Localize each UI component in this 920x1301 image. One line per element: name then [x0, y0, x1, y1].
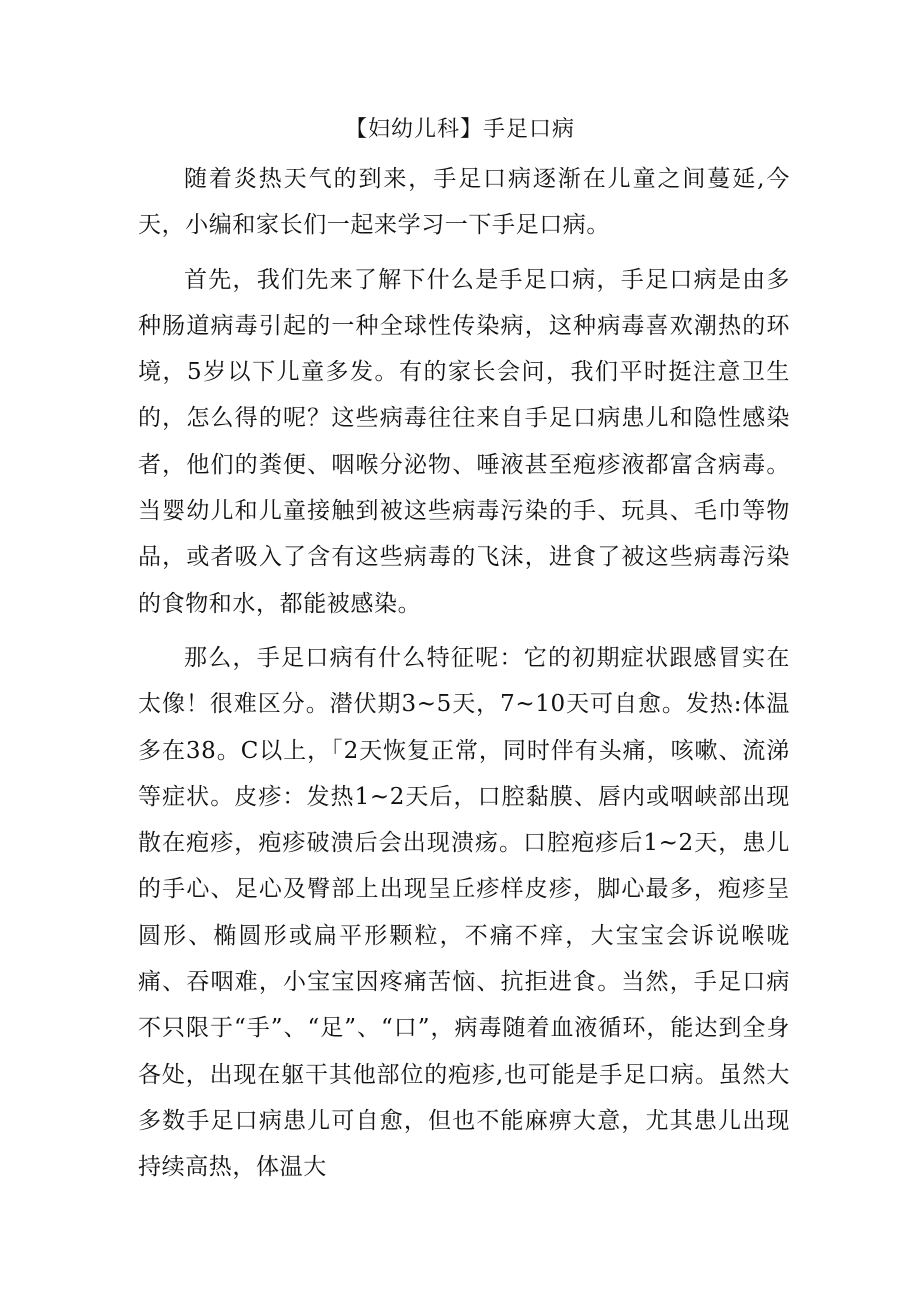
paragraph-definition: 首先，我们先来了解下什么是手足口病，手足口病是由多种肠道病毒引起的一种全球性传染病，这种病毒喜欢潮热的环境，5岁以下儿童多发。有的家长会问，我们平时挺注意卫生的，怎么得的呢？这些病毒往往来自手足口病患儿和隐性感染者，他们的粪便、咽喉分泌物、唾液甚至疱疹液都富含病毒。当婴幼儿和儿童接触到被这些病毒污染的手、玩具、毛巾等物品，或者吸入了含有这些病毒的飞沫，进食了被这些病毒污染的食物和水，都能被感染。	[138, 266, 790, 617]
paragraph-intro: 随着炎热天气的到来，手足口病逐渐在儿童之间蔓延,今天，小编和家长们一起来学习一下手足口病。	[138, 166, 790, 239]
paragraph-symptoms: 那么，手足口病有什么特征呢：它的初期症状跟感冒实在太像！很难区分。潜伏期3~5天，7~10天可自愈。发热:体温多在38。C以上，「2天恢复正常，同时伴有头痛，咳嗽、流涕等症状。皮疹：发热1~2天后，口腔黏膜、唇内或咽峡部出现散在疱疹，疱疹破溃后会出现溃疡。口腔疱疹后1~2天，患儿的手心、足心及臀部上出现呈丘疹样皮疹，脚心最多，疱疹呈圆形、椭圆形或扁平形颗粒，不痛不痒，大宝宝会诉说喉咙痛、吞咽难，小宝宝因疼痛苦恼、抗拒进食。当然，手足口病不只限于“手”、“足”、“口”，病毒随着血液循环，能达到全身各处，出现在躯干其他部位的疱疹,也可能是手足口病。虽然大多数手足口病患儿可自愈，但也不能麻痹大意，尤其患儿出现持续高热，体温大	[138, 644, 790, 1181]
document-title: 【妇幼儿科】手足口病	[344, 117, 575, 142]
document-body	[138, 156, 790, 1199]
